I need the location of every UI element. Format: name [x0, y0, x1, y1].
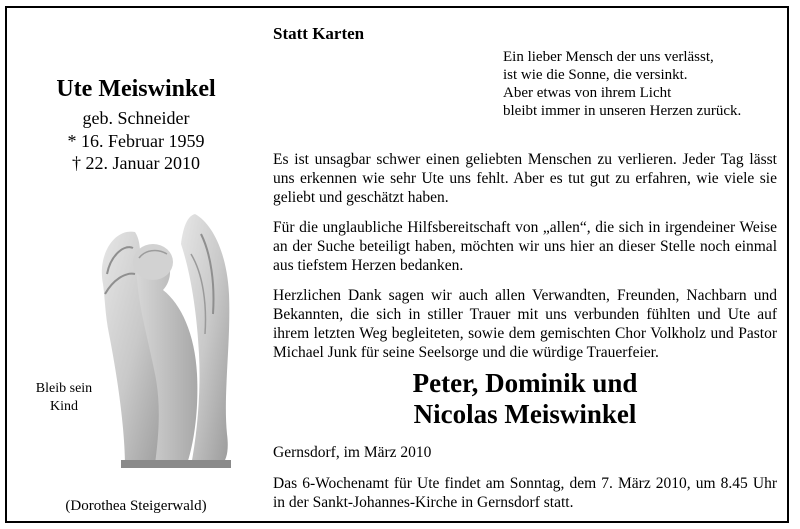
poem — [503, 48, 741, 120]
poem-line: ist wie die Sonne, die versinkt. — [503, 67, 688, 83]
signers — [273, 368, 777, 430]
poem-line: Aber etwas von ihrem Licht — [503, 85, 672, 101]
caption-line-2: Kind — [50, 399, 78, 414]
poem-line: bleibt immer in unseren Herzen zurück. — [503, 103, 742, 119]
hands-holding-child-sculpture-image — [95, 214, 235, 468]
deceased-name: Ute Meiswinkel — [56, 76, 216, 102]
signers-line-1: Peter, Dominik und — [412, 368, 638, 398]
paragraph-funeral-thanks: Herzlichen Dank sagen wir auch allen Verwandten, Freunden, Nachbarn und Bekannten, die sich in stiller Trauer mit uns verbunden fühlten und Ute auf ihrem letzten Weg begleiteten, sowie dem gemischten Chor Volkholz und Pastor Michael Junk für seine Seelsorge und die würdige Trauerfeier. — [273, 287, 777, 361]
obituary-card — [5, 6, 789, 523]
death-date: † 22. Januar 2010 — [72, 153, 200, 173]
right-column — [273, 8, 781, 521]
birth-date: * 16. Februar 1959 — [67, 131, 205, 151]
caption-line-1: Bleib sein — [35, 381, 93, 396]
left-column — [7, 8, 265, 521]
signers-line-2: Nicolas Meiswinkel — [413, 399, 637, 429]
sculpture-caption — [29, 380, 99, 416]
poem-line: Ein lieber Mensch der uns verlässt, — [503, 49, 714, 65]
place-date: Gernsdorf, im März 2010 — [273, 444, 432, 461]
paragraph-condolence: Es ist unsagbar schwer einen geliebten Menschen zu verlieren. Jeder Tag lässt uns erkennen wie sehr Ute uns fehlt. Aber es tut gut zu erfahren, wie viele sie geliebt und geschätzt haben. — [273, 151, 777, 206]
sculpture-credit: (Dorothea Steigerwald) — [65, 498, 207, 514]
paragraph-search-thanks: Für die unglaubliche Hilfsbereitschaft von „allen“, die sich in irgendeiner Weise an der Suche beteiligt haben, möchten wir uns hier an dieser Stelle noch einmal aus tiefstem Herzen bedanken. — [273, 219, 777, 274]
heading: Statt Karten — [273, 24, 365, 43]
maiden-name: geb. Schneider — [82, 108, 190, 128]
mass-notice: Das 6-Wochenamt für Ute findet am Sonntag, dem 7. März 2010, um 8.45 Uhr in der Sankt-Johannes-Kirche in Gernsdorf statt. — [273, 475, 777, 511]
